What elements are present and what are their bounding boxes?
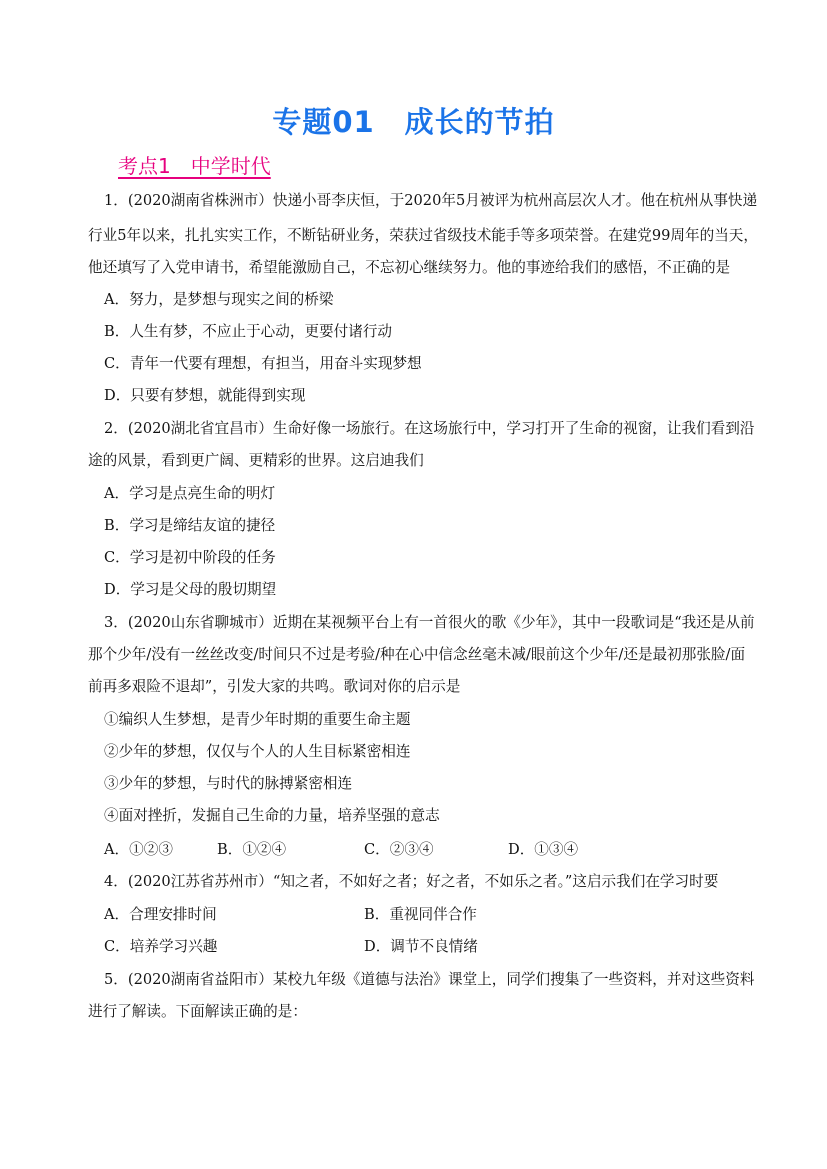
question-3-option-a: A．①②③ — [104, 841, 173, 858]
question-3-line-2: 那个少年/没有一丝丝改变/时间只不过是考验/种在心中信念丝毫未减/眼前这个少年/还是最初那张脸/面 — [88, 646, 746, 663]
question-1-option-b: B．人生有梦，不应止于心动，更要付诸行动 — [104, 323, 393, 340]
page-title: 专题01 成长的节拍 — [272, 105, 555, 139]
question-3-option-d: D．①③④ — [508, 841, 579, 858]
question-1-option-a: A．努力，是梦想与现实之间的桥梁 — [104, 291, 334, 308]
question-2-line-2: 途的风景，看到更广阔、更精彩的世界。这启迪我们 — [88, 452, 424, 469]
question-4-option-c: C．培养学习兴趣 — [104, 938, 218, 955]
section-heading: 考点1 中学时代 — [118, 154, 271, 178]
question-2-option-c: C．学习是初中阶段的任务 — [104, 549, 276, 566]
question-1-option-d: D．只要有梦想，就能得到实现 — [104, 387, 306, 404]
question-2-line-1: 2．(2020湖北省宜昌市）生命好像一场旅行。在这场旅行中，学习打开了生命的视窗，让我们看到沿 — [104, 420, 755, 437]
question-1-line-1: 1．(2020湖南省株洲市）快递小哥李庆恒，于2020年5月被评为杭州高层次人才。他在杭州从事快递 — [104, 192, 758, 209]
question-1-line-2: 行业5年以来，扎扎实实工作，不断钻研业务，荣获过省级技术能手等多项荣誉。在建党99周年的当天， — [88, 227, 758, 244]
question-3-option-c: C．②③④ — [364, 841, 434, 858]
question-3-statement-4: ④面对挫折，发掘自己生命的力量，培养坚强的意志 — [104, 807, 440, 824]
question-4-option-b: B．重视同伴合作 — [364, 906, 477, 923]
question-2-option-b: B．学习是缔结友谊的捷径 — [104, 517, 276, 534]
question-3-statement-1: ①编织人生梦想，是青少年时期的重要生命主题 — [104, 711, 411, 728]
question-3-line-3: 前再多艰险不退却”，引发大家的共鸣。歌词对你的启示是 — [88, 678, 461, 695]
question-3-statement-3: ③少年的梦想，与时代的脉搏紧密相连 — [104, 775, 353, 792]
question-3-option-b: B．①②④ — [217, 841, 287, 858]
question-3-line-1: 3．(2020山东省聊城市）近期在某视频平台上有一首很火的歌《少年》，其中一段歌词是“我还是从前 — [104, 614, 755, 631]
question-4-line-1: 4．(2020江苏省苏州市）“知之者，不如好之者；好之者，不如乐之者。”这启示我们在学习时要 — [104, 873, 719, 890]
question-5-line-1: 5．(2020湖南省益阳市）某校九年级《道德与法治》课堂上，同学们搜集了一些资料，并对这些资料 — [104, 971, 755, 988]
question-2-option-d: D．学习是父母的殷切期望 — [104, 581, 277, 598]
question-3-statement-2: ②少年的梦想，仅仅与个人的人生目标紧密相连 — [104, 743, 411, 760]
question-1-line-3: 他还填写了入党申请书，希望能激励自己，不忘初心继续努力。他的事迹给我们的感悟，不正确的是 — [88, 259, 731, 276]
question-4-option-d: D．调节不良情绪 — [364, 938, 478, 955]
question-1-option-c: C．青年一代要有理想，有担当，用奋斗实现梦想 — [104, 355, 422, 372]
question-2-option-a: A．学习是点亮生命的明灯 — [104, 485, 276, 502]
question-4-option-a: A．合理安排时间 — [104, 906, 217, 923]
question-5-line-2: 进行了解读。下面解读正确的是： — [88, 1003, 307, 1020]
